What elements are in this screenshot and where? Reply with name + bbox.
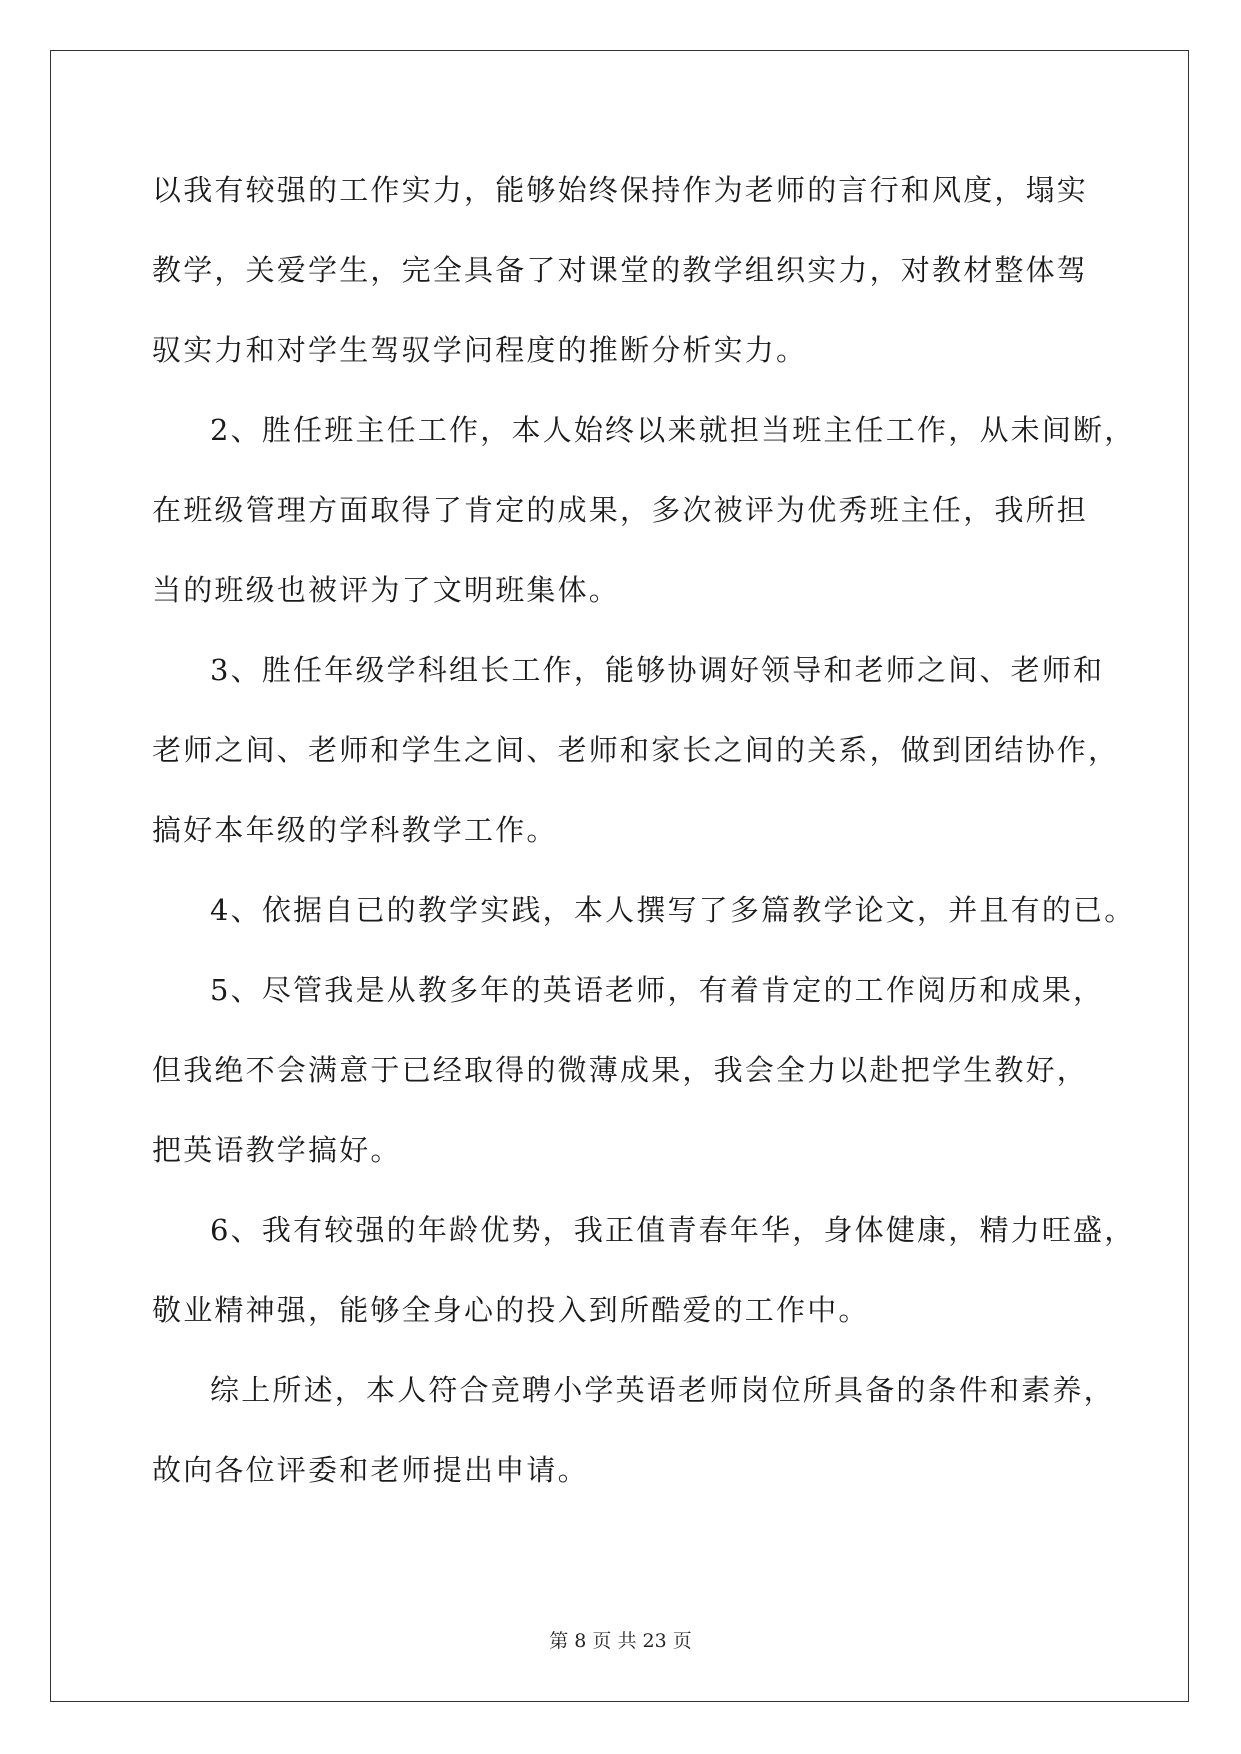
body-line: 当的班级也被评为了文明班集体。 [152,573,621,607]
page-number-footer: 第 8 页 共 23 页 [549,1630,692,1652]
body-line: 把英语教学搞好。 [152,1133,402,1167]
body-line: 综上所述，本人符合竞聘小学英语老师岗位所具备的条件和素养， [210,1373,1115,1407]
body-line: 敬业精神强，能够全身心的投入到所酷爱的工作中。 [152,1293,870,1327]
body-line: 6、我有较强的年龄优势，我正值青春年华，身体健康，精力旺盛， [210,1213,1136,1247]
body-line: 4、依据自已的教学实践，本人撰写了多篇教学论文，并且有的已。 [210,893,1136,927]
body-line: 2、胜任班主任工作，本人始终以来就担当班主任工作，从未间断， [210,413,1136,447]
body-line: 3、胜任年级学科组长工作，能够协调好领导和老师之间、老师和 [210,653,1105,687]
body-line: 以我有较强的工作实力，能够始终保持作为老师的言行和风度，塌实 [152,173,1089,207]
body-line: 驭实力和对学生驾驭学问程度的推断分析实力。 [152,333,808,367]
body-line: 搞好本年级的学科教学工作。 [152,813,558,847]
body-line: 故向各位评委和老师提出申请。 [152,1453,589,1487]
body-line: 5、尽管我是从教多年的英语老师，有着肯定的工作阅历和成果， [210,973,1105,1007]
body-line: 在班级管理方面取得了肯定的成果，多次被评为优秀班主任，我所担 [152,493,1089,527]
body-line: 老师之间、老师和学生之间、老师和家长之间的关系，做到团结协作， [152,733,1120,767]
body-line: 但我绝不会满意于已经取得的微薄成果，我会全力以赴把学生教好， [152,1053,1089,1087]
body-line: 教学，关爱学生，完全具备了对课堂的教学组织实力，对教材整体驾 [152,253,1089,287]
